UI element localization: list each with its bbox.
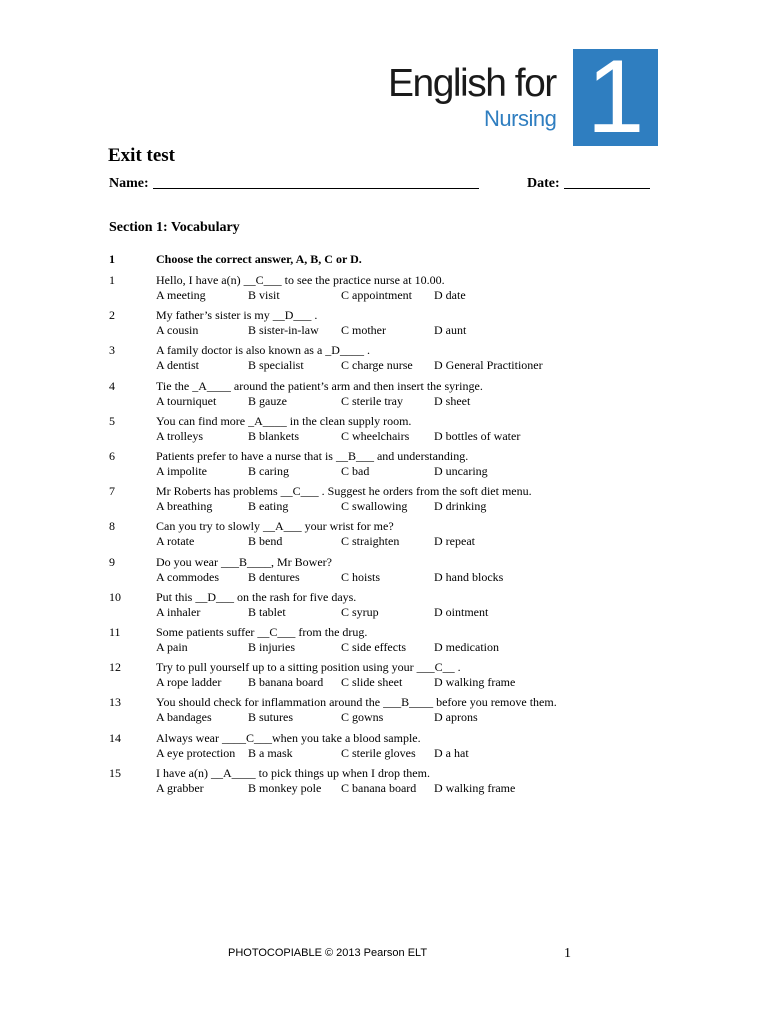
option-d: D repeat bbox=[434, 534, 475, 549]
option-b: B visit bbox=[248, 288, 280, 302]
option-d: D General Practitioner bbox=[434, 358, 543, 373]
option-b: B sutures bbox=[248, 710, 293, 725]
instruction-text: Choose the correct answer, A, B, C or D. bbox=[156, 252, 362, 266]
question-text: You can find more _A____ in the clean supply room. bbox=[156, 413, 412, 428]
option-c: C banana board bbox=[341, 780, 417, 795]
question-text: Do you wear ___B____, Mr Bower? bbox=[156, 554, 332, 569]
question-text: I have a(n) __A____ to pick things up when I drop them. bbox=[156, 765, 430, 780]
question-item bbox=[0, 343, 768, 375]
option-c: C side effects bbox=[341, 640, 407, 654]
option-b: B monkey pole bbox=[248, 780, 322, 795]
option-a: A cousin bbox=[156, 323, 199, 338]
question-text: Mr Roberts has problems __C___ . Suggest he orders from the soft diet menu. bbox=[156, 484, 532, 499]
option-d: D medication bbox=[434, 640, 499, 654]
option-b: B blankets bbox=[248, 428, 299, 443]
question-number: 3 bbox=[109, 343, 115, 358]
option-c: C sterile gloves bbox=[341, 745, 416, 760]
question-number: 1 bbox=[109, 273, 115, 287]
question-text: Can you try to slowly __A___ your wrist for me? bbox=[156, 519, 394, 534]
section-heading: Section 1: Vocabulary bbox=[109, 220, 240, 235]
option-b: B tablet bbox=[248, 604, 286, 619]
date-field bbox=[527, 174, 650, 192]
option-d: D sheet bbox=[434, 393, 471, 408]
option-c: C slide sheet bbox=[341, 675, 403, 690]
question-item bbox=[0, 484, 768, 516]
question-item bbox=[0, 660, 768, 692]
option-b: B gauze bbox=[248, 393, 287, 408]
question-number: 2 bbox=[109, 308, 115, 323]
question-number: 14 bbox=[109, 730, 121, 745]
option-d: D hand blocks bbox=[434, 569, 504, 584]
question-number: 7 bbox=[109, 484, 115, 499]
question-text: Hello, I have a(n) __C___ to see the practice nurse at 10.00. bbox=[156, 273, 445, 287]
option-d: D aprons bbox=[434, 710, 478, 725]
option-c: C hoists bbox=[341, 569, 381, 584]
option-a: A trolleys bbox=[156, 428, 203, 443]
option-b: B sister-in-law bbox=[248, 323, 319, 338]
page-title: Exit test bbox=[108, 145, 176, 166]
option-b: B eating bbox=[248, 499, 289, 514]
option-c: C sterile tray bbox=[341, 393, 403, 408]
option-c: C wheelchairs bbox=[341, 428, 410, 443]
name-blank-line bbox=[153, 174, 479, 189]
question-text: Tie the _A____ around the patient’s arm and then insert the syringe. bbox=[156, 378, 483, 393]
question-text: My father’s sister is my __D___ . bbox=[156, 308, 318, 323]
instruction-number: 1 bbox=[109, 252, 115, 266]
date-label: Date: bbox=[527, 176, 560, 191]
question-text: Try to pull yourself up to a sitting position using your ___C__ . bbox=[156, 660, 461, 675]
question-number: 12 bbox=[109, 660, 121, 675]
option-a: A tourniquet bbox=[156, 393, 217, 408]
option-c: C bad bbox=[341, 464, 370, 478]
option-c: C appointment bbox=[341, 288, 412, 302]
question-text: You should check for inflammation around the ___B____ before you remove them. bbox=[156, 695, 557, 710]
question-item bbox=[0, 766, 768, 798]
question-number: 6 bbox=[109, 449, 115, 463]
option-c: C syrup bbox=[341, 604, 379, 619]
option-c: C mother bbox=[341, 323, 386, 338]
question-item bbox=[0, 555, 768, 587]
option-a: A breathing bbox=[156, 499, 213, 514]
question-item bbox=[0, 308, 768, 340]
name-field bbox=[109, 174, 479, 192]
option-c: C swallowing bbox=[341, 499, 408, 514]
date-blank-line bbox=[564, 174, 650, 189]
option-a: A commodes bbox=[156, 569, 219, 584]
question-item bbox=[0, 695, 768, 727]
question-number: 13 bbox=[109, 695, 121, 710]
question-item bbox=[0, 273, 768, 305]
option-a: A eye protection bbox=[156, 745, 236, 760]
option-d: D drinking bbox=[434, 499, 487, 514]
option-d: D a hat bbox=[434, 745, 469, 760]
question-text: Some patients suffer __C___ from the drug. bbox=[156, 625, 368, 639]
option-c: C gowns bbox=[341, 710, 384, 725]
page-number: 1 bbox=[564, 946, 571, 961]
question-number: 15 bbox=[109, 765, 121, 780]
question-number: 5 bbox=[109, 413, 115, 428]
question-number: 4 bbox=[109, 378, 115, 393]
brand-subtitle: Nursing bbox=[484, 106, 557, 131]
question-number: 8 bbox=[109, 519, 115, 534]
brand-title: English for bbox=[388, 62, 556, 105]
brand-level-badge: 1 bbox=[573, 49, 658, 146]
option-b: B dentures bbox=[248, 569, 300, 584]
option-c: C charge nurse bbox=[341, 358, 413, 373]
option-a: A impolite bbox=[156, 464, 207, 478]
question-text: Put this __D___ on the rash for five days. bbox=[156, 589, 357, 604]
option-a: A bandages bbox=[156, 710, 212, 725]
option-b: B caring bbox=[248, 464, 289, 478]
option-b: B a mask bbox=[248, 745, 293, 760]
option-a: A rope ladder bbox=[156, 675, 222, 690]
option-d: D walking frame bbox=[434, 780, 516, 795]
option-a: A meeting bbox=[156, 288, 206, 302]
question-text: Patients prefer to have a nurse that is __B___ and understanding. bbox=[156, 449, 469, 463]
option-d: D uncaring bbox=[434, 464, 488, 478]
option-d: D bottles of water bbox=[434, 428, 521, 443]
option-b: B bend bbox=[248, 534, 283, 549]
option-d: D ointment bbox=[434, 604, 489, 619]
footer-copyright: PHOTOCOPIABLE © 2013 Pearson ELT bbox=[228, 947, 428, 959]
question-item bbox=[0, 414, 768, 446]
question-number: 9 bbox=[109, 554, 115, 569]
question-item bbox=[0, 731, 768, 763]
option-d: D aunt bbox=[434, 323, 467, 338]
question-item bbox=[0, 519, 768, 551]
brand-logo bbox=[0, 39, 768, 155]
option-b: B specialist bbox=[248, 358, 304, 373]
question-item bbox=[0, 590, 768, 622]
question-text: Always wear ____C___when you take a blood sample. bbox=[156, 730, 421, 745]
option-b: B banana board bbox=[248, 675, 324, 690]
option-a: A dentist bbox=[156, 358, 200, 373]
option-b: B injuries bbox=[248, 640, 295, 654]
question-item bbox=[0, 379, 768, 411]
option-c: C straighten bbox=[341, 534, 400, 549]
option-a: A inhaler bbox=[156, 604, 201, 619]
question-text: A family doctor is also known as a _D____ . bbox=[156, 343, 370, 358]
name-label: Name: bbox=[109, 176, 149, 191]
question-item bbox=[0, 449, 768, 481]
option-d: D date bbox=[434, 288, 466, 302]
question-item bbox=[0, 625, 768, 657]
question-number: 11 bbox=[109, 625, 121, 639]
option-d: D walking frame bbox=[434, 675, 516, 690]
question-number: 10 bbox=[109, 589, 121, 604]
option-a: A pain bbox=[156, 640, 188, 654]
option-a: A rotate bbox=[156, 534, 195, 549]
option-a: A grabber bbox=[156, 780, 204, 795]
